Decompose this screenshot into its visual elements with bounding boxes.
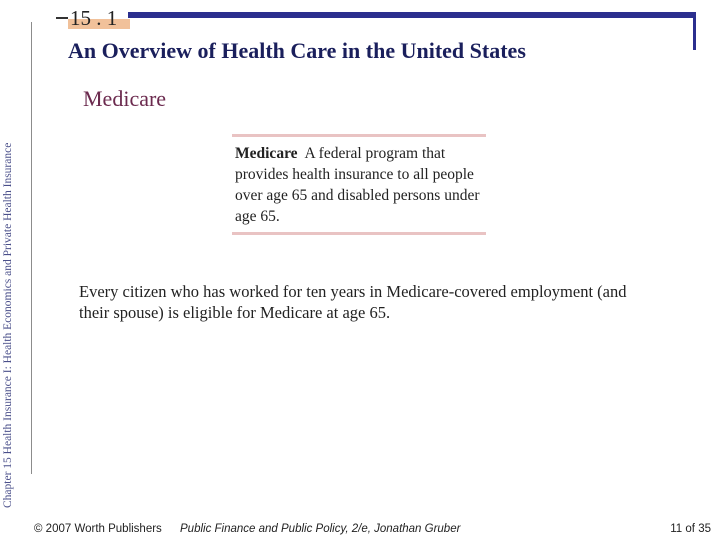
definition-rule-top [232,134,486,137]
header-bar [128,12,696,18]
definition-box [232,134,486,234]
header-bar-corner [693,12,696,50]
footer-book-title: Public Finance and Public Policy [180,523,346,535]
section-dash [56,17,68,19]
slide-title: An Overview of Health Care in the United States [68,38,526,63]
subheading: Medicare [83,86,167,111]
footer-copyright: © 2007 Worth Publishers [34,523,162,535]
page-indicator [670,523,711,535]
definition-body: A federal program that provides health insurance to all people over age 65 and disabled persons under age 65. [235,145,480,225]
sidebar-divider [31,22,32,474]
footer [0,520,720,540]
footer-book-edition: , 2/e, Jonathan Gruber [345,523,461,535]
definition-term: Medicare [235,145,298,162]
chapter-label: Chapter 15 Health Insurance I: Health Economics and Private Health Insurance [2,142,14,508]
section-number: 15 . 1 [68,7,130,29]
page-total: 35 [698,523,711,535]
chapter-sidebar [0,0,22,510]
page-current: 11 [670,523,683,535]
definition-text [235,143,485,227]
body-paragraph: Every citizen who has worked for ten years in Medicare-covered employment (and their spouse) is eligible for Medicare at age 65. [79,282,627,322]
footer-book-info [180,523,460,535]
page-of: of [685,523,695,535]
definition-rule-bottom [232,232,486,235]
